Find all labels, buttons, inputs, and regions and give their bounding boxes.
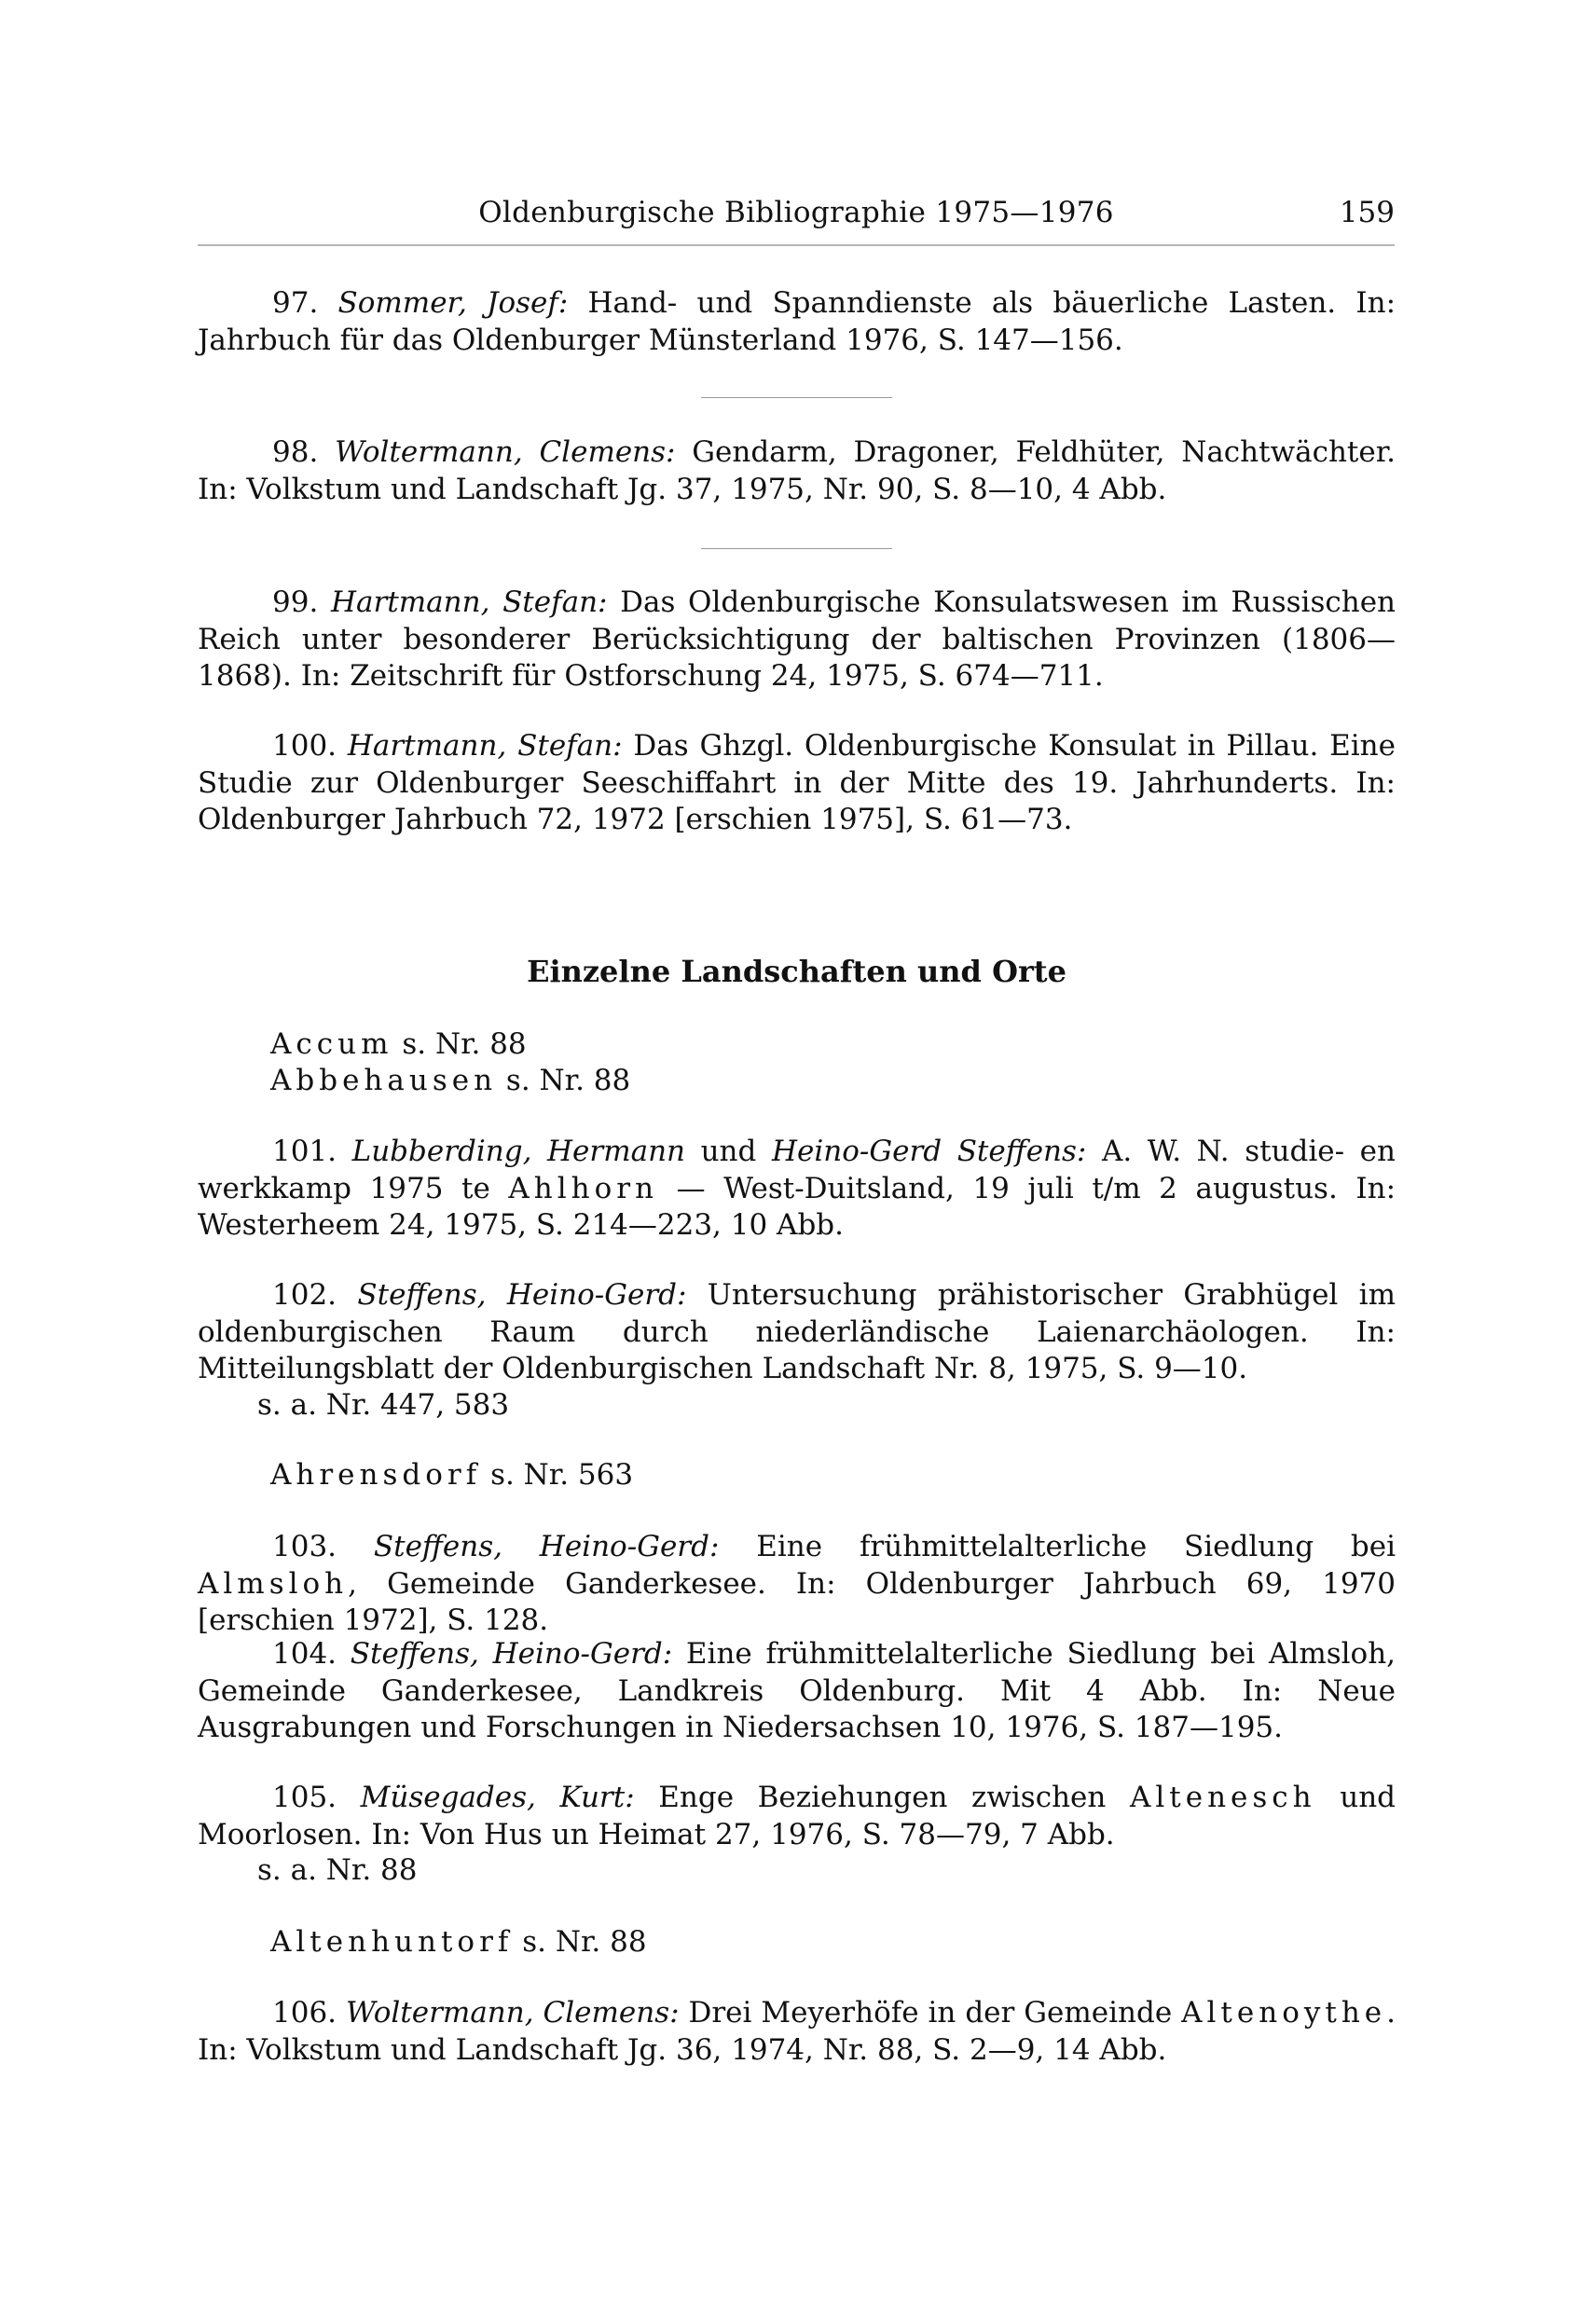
separator-rule	[701, 548, 892, 549]
entry-author: Müsegades, Kurt:	[360, 1781, 635, 1814]
entry-number: 103.	[272, 1530, 337, 1563]
bib-entry-105	[198, 1780, 1396, 1853]
entry-text: Eine frühmittelalterliche Siedlung bei Almsloh, Gemeinde Ganderkesee, Landkreis Oldenburg. Mit 4 Abb. In: Neue Ausgrabungen und Forschungen in Niedersachsen 10, 1976, S. 187—195.	[198, 1637, 1396, 1744]
place-name: Altenhuntorf	[270, 1925, 514, 1959]
entry-author: Woltermann, Clemens:	[335, 435, 676, 469]
bib-entry-103	[198, 1529, 1396, 1640]
running-title: Oldenburgische Bibliographie 1975—1976	[478, 196, 1114, 229]
entry-text: Enge Beziehungen zwischen	[658, 1781, 1107, 1814]
entry-number: 99.	[272, 585, 319, 619]
place-ref: s. Nr. 563	[490, 1458, 634, 1492]
place-reference-ahrensdorf	[270, 1457, 633, 1494]
entry-number: 97.	[272, 286, 319, 320]
entry-number: 101.	[272, 1135, 337, 1168]
place-reference-accum	[270, 1026, 527, 1064]
see-also-105	[198, 1852, 1396, 1890]
place-name: Abbehausen	[270, 1064, 498, 1097]
entry-text: Das Oldenburgische Konsulatswesen im Russischen Reich unter besonderer Berücksichtigung der baltischen Provinzen (1806—1868). In: Zeitschrift für Ostforschung 24, 1975, S. 674—711.	[198, 585, 1396, 693]
see-also-102	[198, 1387, 1396, 1424]
bib-entry-99	[198, 585, 1396, 695]
entry-author-2: Heino-Gerd Steffens:	[771, 1135, 1087, 1168]
entry-place: Altenoythe	[1181, 1996, 1387, 2030]
entry-author: Steffens, Heino-Gerd:	[350, 1637, 673, 1671]
place-name: Accum	[270, 1027, 393, 1061]
bib-entry-101	[198, 1134, 1396, 1245]
see-also: s. a. Nr. 88	[257, 1853, 418, 1887]
bib-entry-98	[198, 434, 1396, 508]
entry-place: Almsloh	[198, 1566, 349, 1601]
running-header	[198, 192, 1395, 246]
entry-number: 100.	[272, 729, 337, 763]
place-name: Ahrensdorf	[270, 1458, 482, 1492]
entry-place: Altenesch	[1129, 1781, 1316, 1814]
entry-text: A. W. N. studie- en werkkamp 1975 te	[198, 1135, 1396, 1205]
entry-number: 104.	[272, 1637, 337, 1671]
entry-text: Gendarm, Dragoner, Feldhüter, Nachtwächter. In: Volkstum und Landschaft Jg. 37, 1975, Nr. 90, S. 8—10, 4 Abb.	[198, 435, 1396, 506]
entry-text: — West-Duitsland, 19 juli t/m 2 augustus. In: Westerheem 24, 1975, S. 214—223, 10 Abb.	[198, 1171, 1396, 1242]
entry-author: Lubberding, Hermann	[351, 1135, 686, 1168]
place-reference-abbehausen	[270, 1063, 630, 1100]
entry-author: Hartmann, Stefan:	[330, 585, 608, 619]
entry-number: 102.	[272, 1278, 337, 1312]
entry-number: 105.	[272, 1781, 337, 1814]
entry-number: 106.	[272, 1996, 337, 2030]
place-ref: s. Nr. 88	[505, 1064, 631, 1097]
entry-text: Untersuchung prähistorischer Grabhügel im oldenburgischen Raum durch niederländische Laienarchäologen. In: Mitteilungsblatt der Oldenburgischen Landschaft Nr. 8, 1975, S. 9—10.	[198, 1278, 1396, 1385]
entry-place: Ahlhorn	[508, 1171, 659, 1205]
entry-text: Eine frühmittelalterliche Siedlung bei	[756, 1530, 1396, 1563]
section-heading: Einzelne Landschaften und Orte	[527, 954, 1066, 989]
see-also: s. a. Nr. 447, 583	[257, 1388, 510, 1422]
entry-text: und Moorlosen. In: Von Hus un Heimat 27, 1976, S. 78—79, 7 Abb.	[198, 1781, 1396, 1851]
bib-entry-100	[198, 728, 1396, 839]
bib-entry-97	[198, 285, 1396, 359]
entry-author: Steffens, Heino-Gerd:	[373, 1530, 720, 1563]
entry-text: . In: Volkstum und Landschaft Jg. 36, 1974, Nr. 88, S. 2—9, 14 Abb.	[198, 1996, 1396, 2067]
entry-number: 98.	[272, 435, 319, 469]
place-reference-altenhuntorf	[270, 1924, 647, 1961]
entry-text: Das Ghzgl. Oldenburgische Konsulat in Pillau. Eine Studie zur Oldenburger Seeschiffahrt in der Mitte des 19. Jahrhunderts. In: Oldenburger Jahrbuch 72, 1972 [erschien 1975], S. 61—73.	[198, 729, 1396, 836]
entry-author: Steffens, Heino-Gerd:	[357, 1278, 687, 1312]
entry-conjunction: und	[700, 1135, 757, 1168]
entry-author: Woltermann, Clemens:	[345, 1996, 680, 2030]
bib-entry-102	[198, 1277, 1396, 1388]
bib-entry-106	[198, 1995, 1396, 2069]
page-number: 159	[1339, 196, 1395, 229]
entry-author: Hartmann, Stefan:	[347, 729, 623, 763]
entry-author: Sommer, Josef:	[337, 286, 569, 320]
bib-entry-104	[198, 1636, 1396, 1747]
entry-text: Drei Meyerhöfe in der Gemeinde	[688, 1996, 1173, 2030]
entry-text: , Gemeinde Ganderkesee. In: Oldenburger Jahrbuch 69, 1970 [erschien 1972], S. 128.	[198, 1566, 1396, 1637]
place-ref: s. Nr. 88	[522, 1925, 647, 1959]
separator-rule	[701, 397, 892, 398]
entry-text: Hand- und Spanndienste als bäuerliche Lasten. In: Jahrbuch für das Oldenburger Münsterland 1976, S. 147—156.	[198, 286, 1396, 357]
place-ref: s. Nr. 88	[402, 1027, 527, 1061]
